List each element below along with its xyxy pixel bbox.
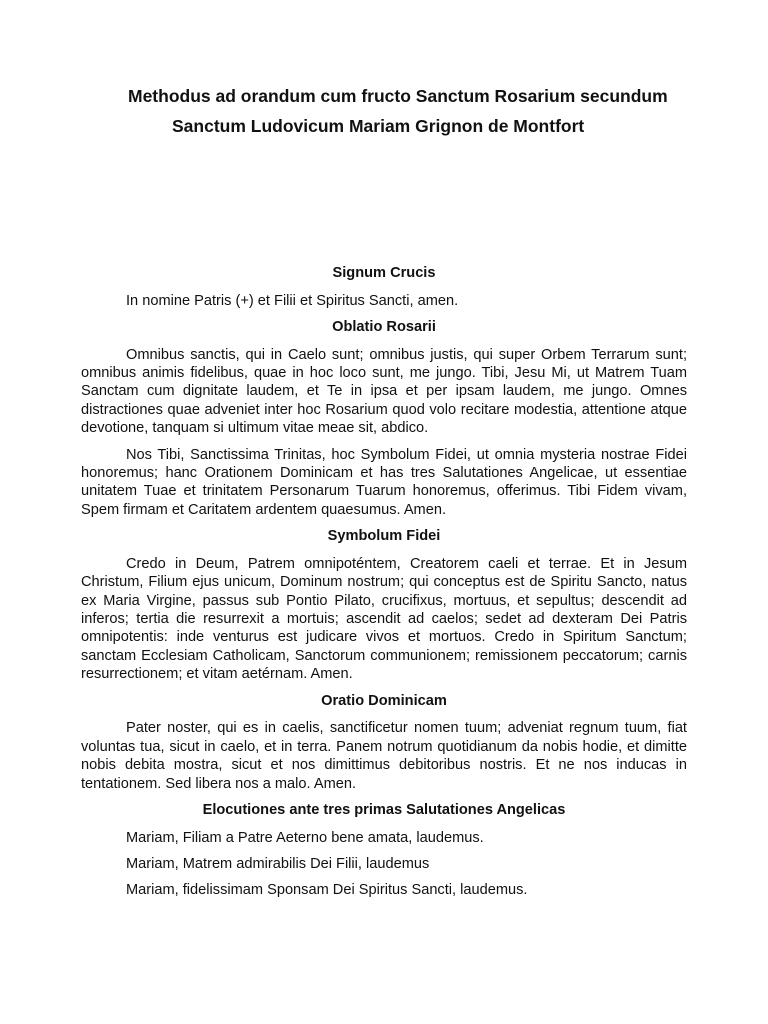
heading-signum-crucis: Signum Crucis: [332, 265, 436, 281]
heading-symbolum-fidei: Symbolum Fidei: [327, 528, 441, 545]
signum-crucis-text: In nomine Patris (+) et Filii et Spiritus Sancti, amen.: [126, 292, 459, 309]
heading-oratio-dominicam: Oratio Dominicam: [321, 692, 447, 709]
elocutio-line-1: Mariam, Filiam a Patre Aeterno bene amata, laudemus.: [126, 829, 484, 846]
elocutio-line-2: Mariam, Matrem admirabilis Dei Filii, laudemus: [126, 855, 430, 872]
elocutio-line-3: Mariam, fidelissimam Sponsam Dei Spiritus Sancti, laudemus.: [126, 882, 528, 899]
oblatio-paragraph-1: Omnibus sanctis, qui in Caelo sunt; omnibus justis, qui super Orbem Terrarum sunt; omnibus animis fidelibus, quae in hoc loco sunt, me jungo. Tibi, Jesu Mi, ut Matrem Tuam Sanctam cum dignitate laudem, et Te in ipsa et per ipsam laudem, me jungo. Omnes distractiones quae adveniet inter hoc Rosarium quod volo recitare modestia, attentione atque devotione, tanquam si ultimum vitae meae sit, abdico.: [81, 346, 687, 437]
oblatio-paragraph-2: Nos Tibi, Sanctissima Trinitas, hoc Symbolum Fidei, ut omnia mysteria nostrae Fidei honoremus; hanc Orationem Dominicam et has tres Salutationes Angelicae, ut essentiae unitatem Tuae et trinitatem Personarum Tuarum honoremus, offerimus. Tibi Fidem vivam, Spem firmam et Caritatem ardentem quaesumus. Amen.: [81, 446, 687, 518]
oratio-dominicam-text: Pater noster, qui es in caelis, sanctificetur nomen tuum; adveniat regnum tuum, fiat voluntas tua, sicut in caelo, et in terra. Panem notrum quotidianum da nobis hodie, et dimitte nobis debita mostra, sicut et nos dimittimus debitoribus nostris. Et ne nos inducas in tentationem. Sed libera nos a malo. Amen.: [81, 720, 687, 792]
heading-oblatio-rosarii: Oblatio Rosarii: [332, 319, 436, 335]
heading-elocutiones: Elocutiones ante tres primas Salutationes Angelicas: [202, 801, 566, 818]
document-title-line-1: Methodus ad orandum cum fructo Sanctum Rosarium secundum: [128, 86, 668, 106]
document-title-line-2: Sanctum Ludovicum Mariam Grignon de Montfort: [172, 116, 585, 136]
document-body: [81, 264, 687, 900]
symbolum-fidei-text: Credo in Deum, Patrem omnipoténtem, Creatorem caeli et terrae. Et in Jesum Christum, Filium ejus unicum, Dominum nostrum; qui conceptus est de Spiritu Sancto, natus ex Maria Virgine, passus sub Pontio Pilato, crucifixus, mortuus, et sepultus; descendit ad inferos; tertia die resurrexit a mortuis; ascendit ad caelos; sedet ad dexteram Dei Patris omnipotentis: inde venturus est judicare vivos et mortuos. Credo in Spiritum Sanctum; sanctam Ecclesiam Catholicam, Sanctorum communionem; remissionem peccatorum; carnis resurrectionem; et vitam aetérnam. Amen.: [81, 555, 687, 683]
